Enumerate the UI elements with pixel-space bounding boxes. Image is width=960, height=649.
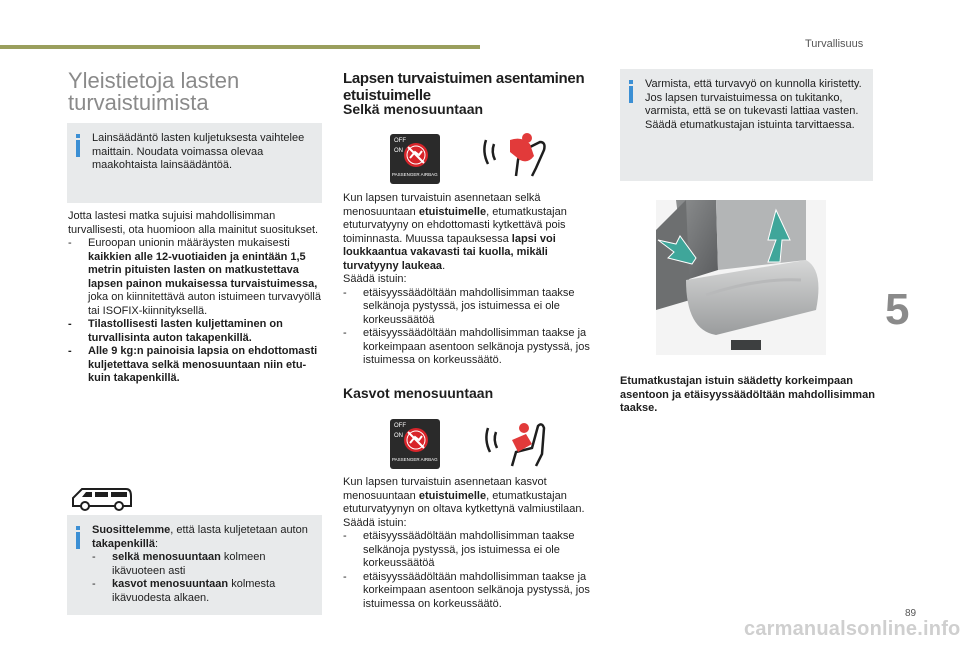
text-part: Kun lapsen turvaistuin asennetaan selkä menosuuntaan — [343, 192, 541, 218]
info-icon-bar — [629, 86, 633, 103]
car-side-icon — [70, 484, 134, 512]
photo-caption: Etumatkustajan istuin säädetty korkeimpaan asentoon ja etäisyyssäädöltään mahdollisimman taakse. — [620, 375, 875, 414]
info-icon-bar — [76, 532, 80, 549]
forward-facing-text — [343, 476, 603, 611]
adjust-item: - etäisyyssäädöltään mahdollisimman taakse selkänoja pystyssä, jos istuimessa ei ole korkeussäätöä — [343, 530, 603, 571]
section-title: Turvallisuus — [805, 38, 864, 50]
intro-text: Jotta lastesi matka sujuisi mahdollisimman turvallisesti, ota huomioon alla mainitut suositukset. — [68, 210, 319, 236]
forward-facing-child-seat-icon — [482, 418, 550, 470]
info-text-part: : — [154, 537, 159, 550]
info-bold: selkä menosuuntaan — [112, 551, 221, 563]
adjust-item: - etäisyyssäädöltään mahdollisimman taakse ja korkeimpaan asentoon selkänoja pystyssä, jos istuimessa on korkeussäätö. — [343, 571, 603, 612]
info-text-part: kolmeen ikävuoteen asti — [112, 551, 266, 577]
adjust-item: - etäisyyssäädöltään mahdollisimman taakse selkänoja pystyssä, jos istuimessa ei ole korkeussäätöä — [343, 287, 603, 328]
airbag-off-label — [390, 134, 440, 184]
info-list-item — [92, 551, 314, 578]
text-part: , etumatkustajan etuturvatyyny on ehdottomasti kytkettävä pois toiminnasta. Muussa tapauksessa — [343, 205, 567, 245]
info-bold: takapenkillä — [92, 537, 155, 550]
airbag-label-text: ON — [394, 433, 403, 439]
info-text-part: , että lasta kuljetetaan auton — [170, 524, 308, 536]
airbag-label-text: PASSENGER AIRBAG — [392, 457, 438, 462]
watermark: carmanualsonline.info — [744, 618, 960, 640]
info-text — [92, 524, 314, 605]
recommendation-item: - Tilastollisesti lasten kuljettaminen on turvallisinta auton takapenkillä. — [68, 318, 328, 345]
info-text: Varmista, että turvavyö on kunnolla kiristetty. Jos lapsen turvaistuimessa on tukitanko, varmista, että se on tukevasti lattiaa vasten. Säädä etumatkustajan istuinta tarvittaessa. — [645, 78, 862, 131]
airbag-label-text: PASSENGER AIRBAG — [392, 172, 438, 177]
recommendation-prefix: Euroopan unionin määräysten mukaisesti — [88, 237, 290, 249]
column-heading: Lapsen turvaistuimen asentaminen etuistuimelle — [343, 70, 585, 104]
rear-facing-text — [343, 192, 603, 368]
airbag-on-label — [390, 419, 440, 469]
recommendation-rest: joka on kiinnitettävä auton istuimeen turvavyöllä tai ISOFIX-kiinnityksellä. — [88, 291, 321, 317]
info-icon — [76, 526, 80, 530]
page-number: 89 — [905, 608, 917, 619]
info-icon — [76, 134, 80, 138]
recommendation-bold: kaikkien alle 12-vuotiaiden ja enintään 1,5 metrin pituisten lasten on matkustettava lapsen painon mukaisessa turvaistuimessa, — [88, 250, 318, 290]
rear-facing-child-seat-icon — [480, 130, 550, 180]
text-part: . — [442, 259, 446, 272]
info-text: Lainsäädäntö lasten kuljetuksesta vaihtelee maittain. Noudata voimassa olevaa maakohtaista lainsäädäntöä. — [92, 132, 305, 171]
header-accent-bar — [0, 45, 480, 49]
airbag-warning-icon — [403, 142, 429, 168]
airbag-label-text: OFF — [394, 423, 406, 429]
text-part: Kun lapsen turvaistuin asennetaan kasvot menosuuntaan — [343, 476, 547, 502]
info-list-item — [92, 578, 314, 605]
adjust-label: Säädä istuin: — [343, 273, 407, 285]
adjust-label: Säädä istuin: — [343, 516, 407, 529]
info-bold: kasvot menosuuntaan — [112, 578, 229, 590]
text-bold: etuistuimelle — [418, 489, 487, 502]
subheading-forward-facing: Kasvot menosuuntaan — [343, 385, 494, 401]
info-bold: Suosittelemme — [92, 524, 171, 536]
airbag-warning-icon — [403, 427, 429, 453]
chapter-number: 5 — [885, 285, 910, 334]
passenger-seat-photo — [656, 200, 826, 355]
airbag-label-text: ON — [394, 148, 403, 154]
page-title: Yleistietoja lasten turvaistuimista — [68, 68, 240, 115]
airbag-label-text: OFF — [394, 138, 406, 144]
text-bold: etuistuimelle — [418, 205, 487, 218]
info-text-part: kolmesta ikävuodesta alkaen. — [112, 578, 276, 604]
subheading-rear-facing: Selkä menosuuntaan — [343, 101, 484, 117]
info-icon — [629, 80, 633, 84]
recommendation-item: - Alle 9 kg:n painoisia lapsia on ehdottomasti kuljetettava selkä menosuuntaan niin etu- kuin takapenkillä. — [68, 345, 328, 386]
text-part: , etumatkustajan etuturvatyynyn on oltava kytkettynä valmiustilaan. — [343, 489, 585, 515]
forward-facing-paragraph — [343, 476, 603, 517]
info-box-recommendation — [67, 515, 322, 615]
adjust-item: - etäisyyssäädöltään mahdollisimman taakse ja korkeimpaan asentoon selkänoja pystyssä, jos istuimessa on korkeussäätö. — [343, 327, 603, 368]
info-box-belt — [620, 69, 873, 181]
info-icon-bar — [76, 140, 80, 157]
info-box-legislation — [67, 123, 322, 203]
rear-facing-paragraph — [343, 192, 603, 273]
intro-paragraph — [68, 210, 328, 386]
text-bold: lapsi voi loukkaantua vakavasti tai kuolla, mikäli turvatyyny laukeaa — [343, 232, 556, 272]
recommendation-item — [68, 237, 328, 318]
